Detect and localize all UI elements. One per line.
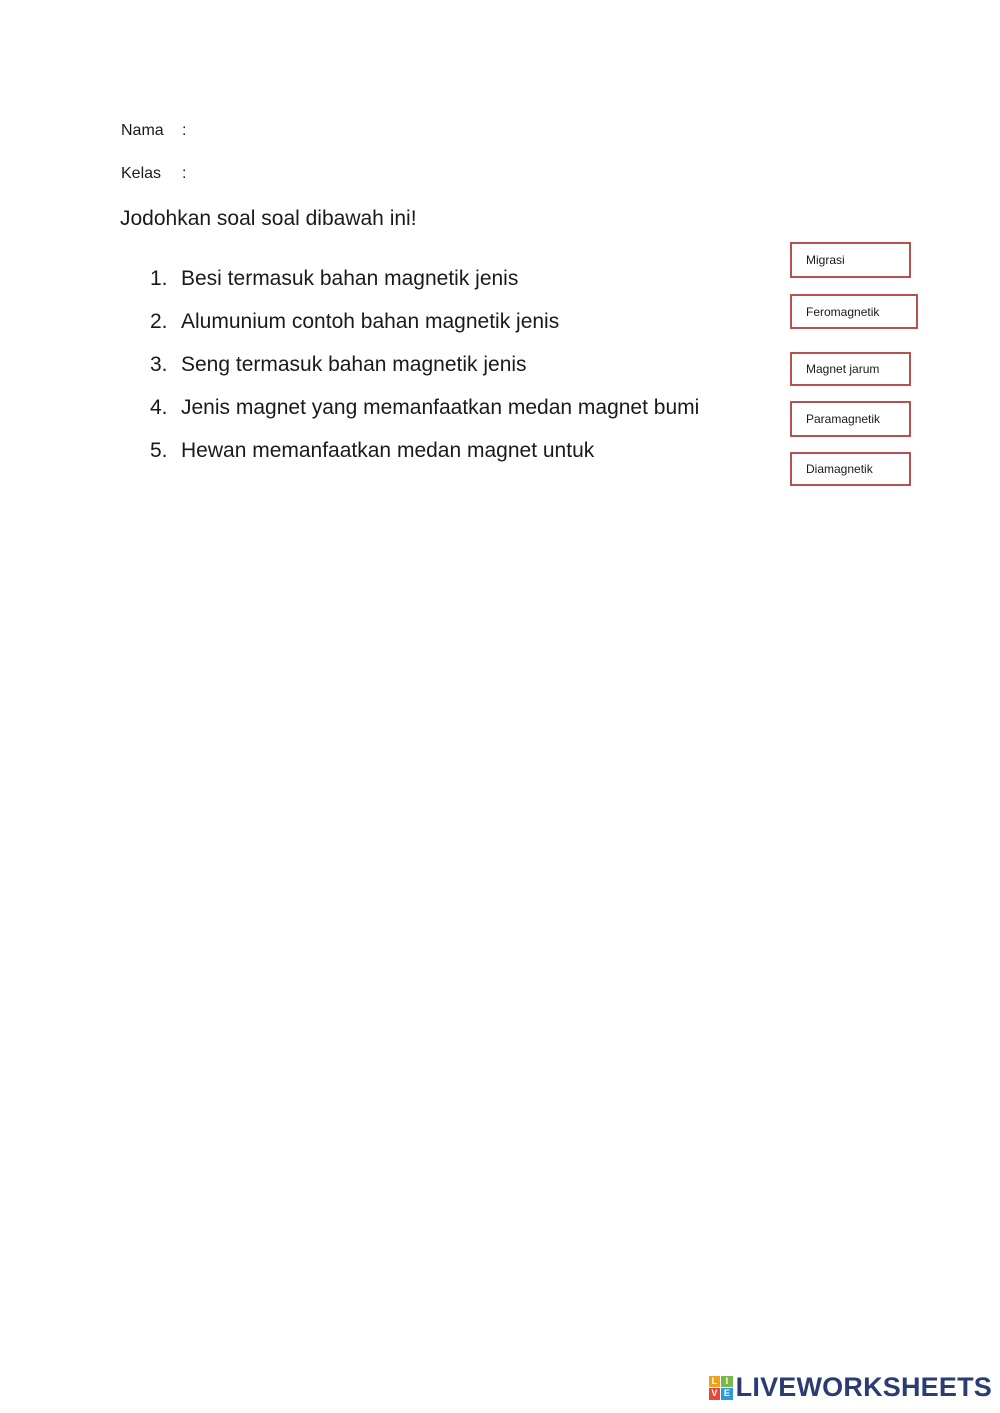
question-item bbox=[150, 439, 699, 482]
name-label: Nama bbox=[121, 122, 164, 139]
question-text: Hewan memanfaatkan medan magnet untuk bbox=[181, 439, 595, 462]
question-number: 2. bbox=[150, 310, 168, 333]
name-field bbox=[121, 122, 186, 140]
logo-mark-cell: V bbox=[709, 1388, 721, 1400]
answer-box-diamagnetik[interactable]: Diamagnetik bbox=[790, 452, 911, 486]
logo-mark-cell: I bbox=[721, 1376, 733, 1388]
question-item bbox=[150, 267, 699, 310]
answer-box-magnet-jarum[interactable]: Magnet jarum bbox=[790, 352, 911, 386]
answer-box-feromagnetik[interactable]: Feromagnetik bbox=[790, 294, 918, 329]
liveworksheets-logo bbox=[709, 1372, 992, 1403]
logo-mark-icon bbox=[709, 1376, 733, 1400]
question-text: Seng termasuk bahan magnetik jenis bbox=[181, 353, 527, 376]
class-colon: : bbox=[182, 165, 187, 182]
question-number: 3. bbox=[150, 353, 168, 376]
question-text: Alumunium contoh bahan magnetik jenis bbox=[181, 310, 560, 333]
question-text: Jenis magnet yang memanfaatkan medan magnet bumi bbox=[181, 396, 700, 419]
logo-mark-cell: L bbox=[709, 1376, 721, 1388]
question-item bbox=[150, 396, 699, 439]
class-field bbox=[121, 165, 186, 183]
name-colon: : bbox=[182, 122, 187, 139]
logo-mark-cell: E bbox=[721, 1388, 733, 1400]
answer-box-migrasi[interactable]: Migrasi bbox=[790, 242, 911, 278]
class-label: Kelas bbox=[121, 165, 162, 182]
question-list bbox=[150, 267, 699, 482]
question-text: Besi termasuk bahan magnetik jenis bbox=[181, 267, 519, 290]
answer-box-paramagnetik[interactable]: Paramagnetik bbox=[790, 401, 911, 437]
instruction-text: Jodohkan soal soal dibawah ini! bbox=[120, 207, 417, 230]
question-number: 4. bbox=[150, 396, 168, 419]
question-item bbox=[150, 310, 699, 353]
question-number: 1. bbox=[150, 267, 168, 290]
logo-text: LIVEWORKSHEETS bbox=[735, 1372, 992, 1402]
question-number: 5. bbox=[150, 439, 168, 462]
question-item bbox=[150, 353, 699, 396]
